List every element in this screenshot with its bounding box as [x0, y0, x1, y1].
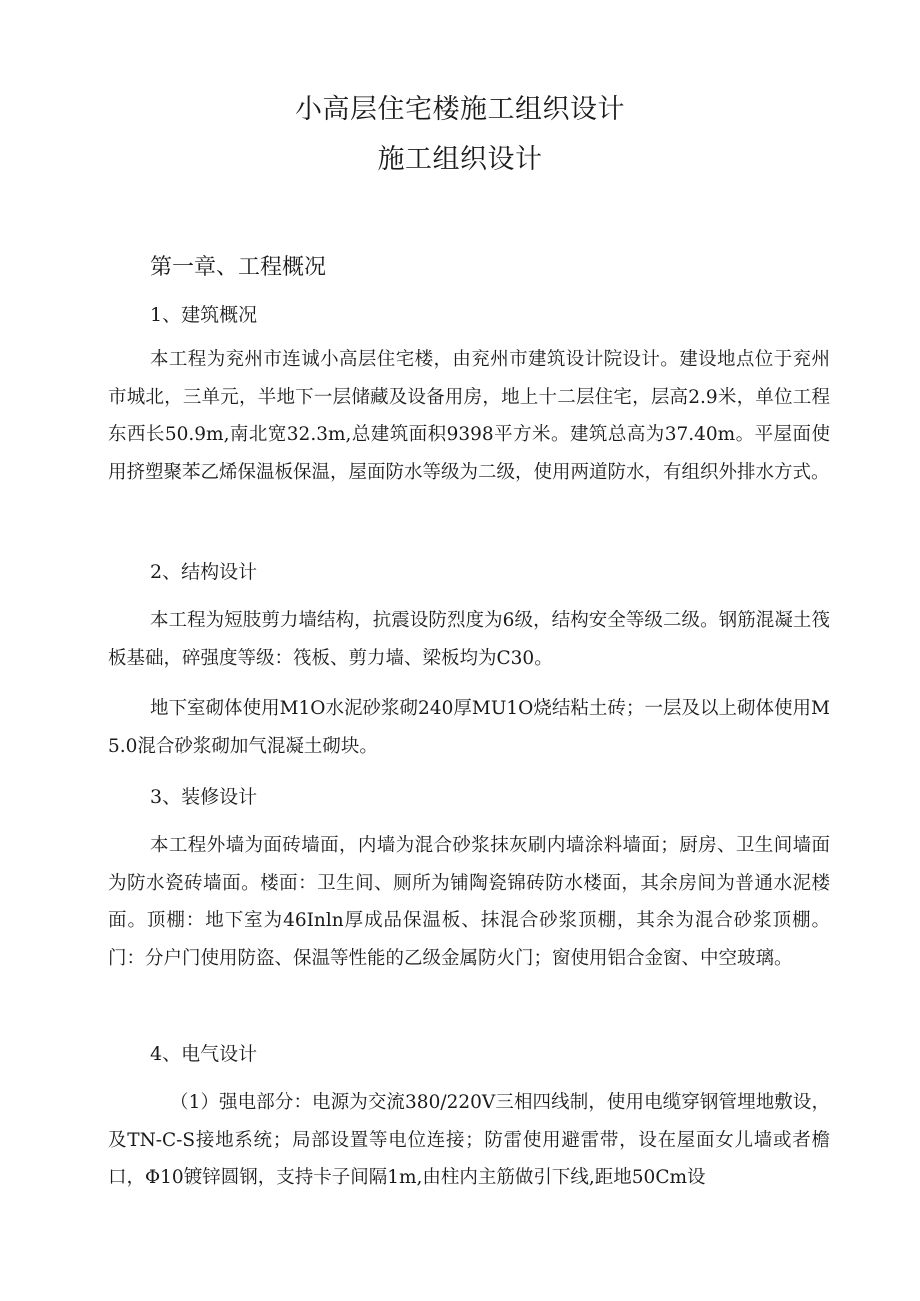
chapter-heading: 第一章、工程概况 — [150, 255, 327, 280]
paragraph-electrical-strong-current: （1）强电部分：电源为交流380/220V三相四线制，使用电缆穿钢管埋地敷设，及TN-C-S接地系统；局部设置等电位连接；防雷使用避雷带，设在屋面女儿墙或者檐口，Φ10镀锌圆钢，支持卡子间隔1m,由柱内主筋做引下线,距地50Cm设 — [108, 1092, 830, 1188]
section-heading-structure: 2、结构设计 — [150, 561, 258, 583]
section-heading-building: 1、建筑概况 — [150, 304, 258, 326]
document-title: 小高层住宅楼施工组织设计 — [295, 94, 625, 125]
paragraph-building-overview: 本工程为兖州市连诚小高层住宅楼，由兖州市建筑设计院设计。建设地点位于兖州市城北，三单元，半地下一层储藏及设备用房，地上十二层住宅，层高2.9米，单位工程东西长50.9m,南北宽32.3m,总建筑面积9398平方米。建筑总高为37.40m。平屋面使用挤塑聚苯乙烯保温板保温，屋面防水等级为二级，使用两道防水，有组织外排水方式。 — [108, 349, 830, 483]
paragraph-masonry: 地下室砌体使用M1O水泥砂浆砌240厚MU1O烧结粘土砖；一层及以上砌体使用M5.0混合砂浆砌加气混凝土砌块。 — [108, 698, 830, 757]
paragraph-structure-design: 本工程为短肢剪力墙结构，抗震设防烈度为6级，结构安全等级二级。钢筋混凝土筏板基础，碎强度等级：筏板、剪力墙、梁板均为C30。 — [108, 610, 830, 669]
paragraph-decoration-design: 本工程外墙为面砖墙面，内墙为混合砂浆抹灰刷内墙涂料墙面；厨房、卫生间墙面为防水瓷砖墙面。楼面：卫生间、厕所为铺陶瓷锦砖防水楼面，其余房间为普通水泥楼面。顶棚：地下室为46Inln厚成品保温板、抹混合砂浆顶棚，其余为混合砂浆顶棚。门：分户门使用防盗、保温等性能的乙级金属防火门；窗使用铝合金窗、中空玻璃。 — [108, 835, 830, 969]
document-subtitle: 施工组织设计 — [377, 144, 543, 175]
section-heading-electrical: 4、电气设计 — [150, 1043, 258, 1065]
section-heading-decoration: 3、装修设计 — [150, 786, 258, 808]
